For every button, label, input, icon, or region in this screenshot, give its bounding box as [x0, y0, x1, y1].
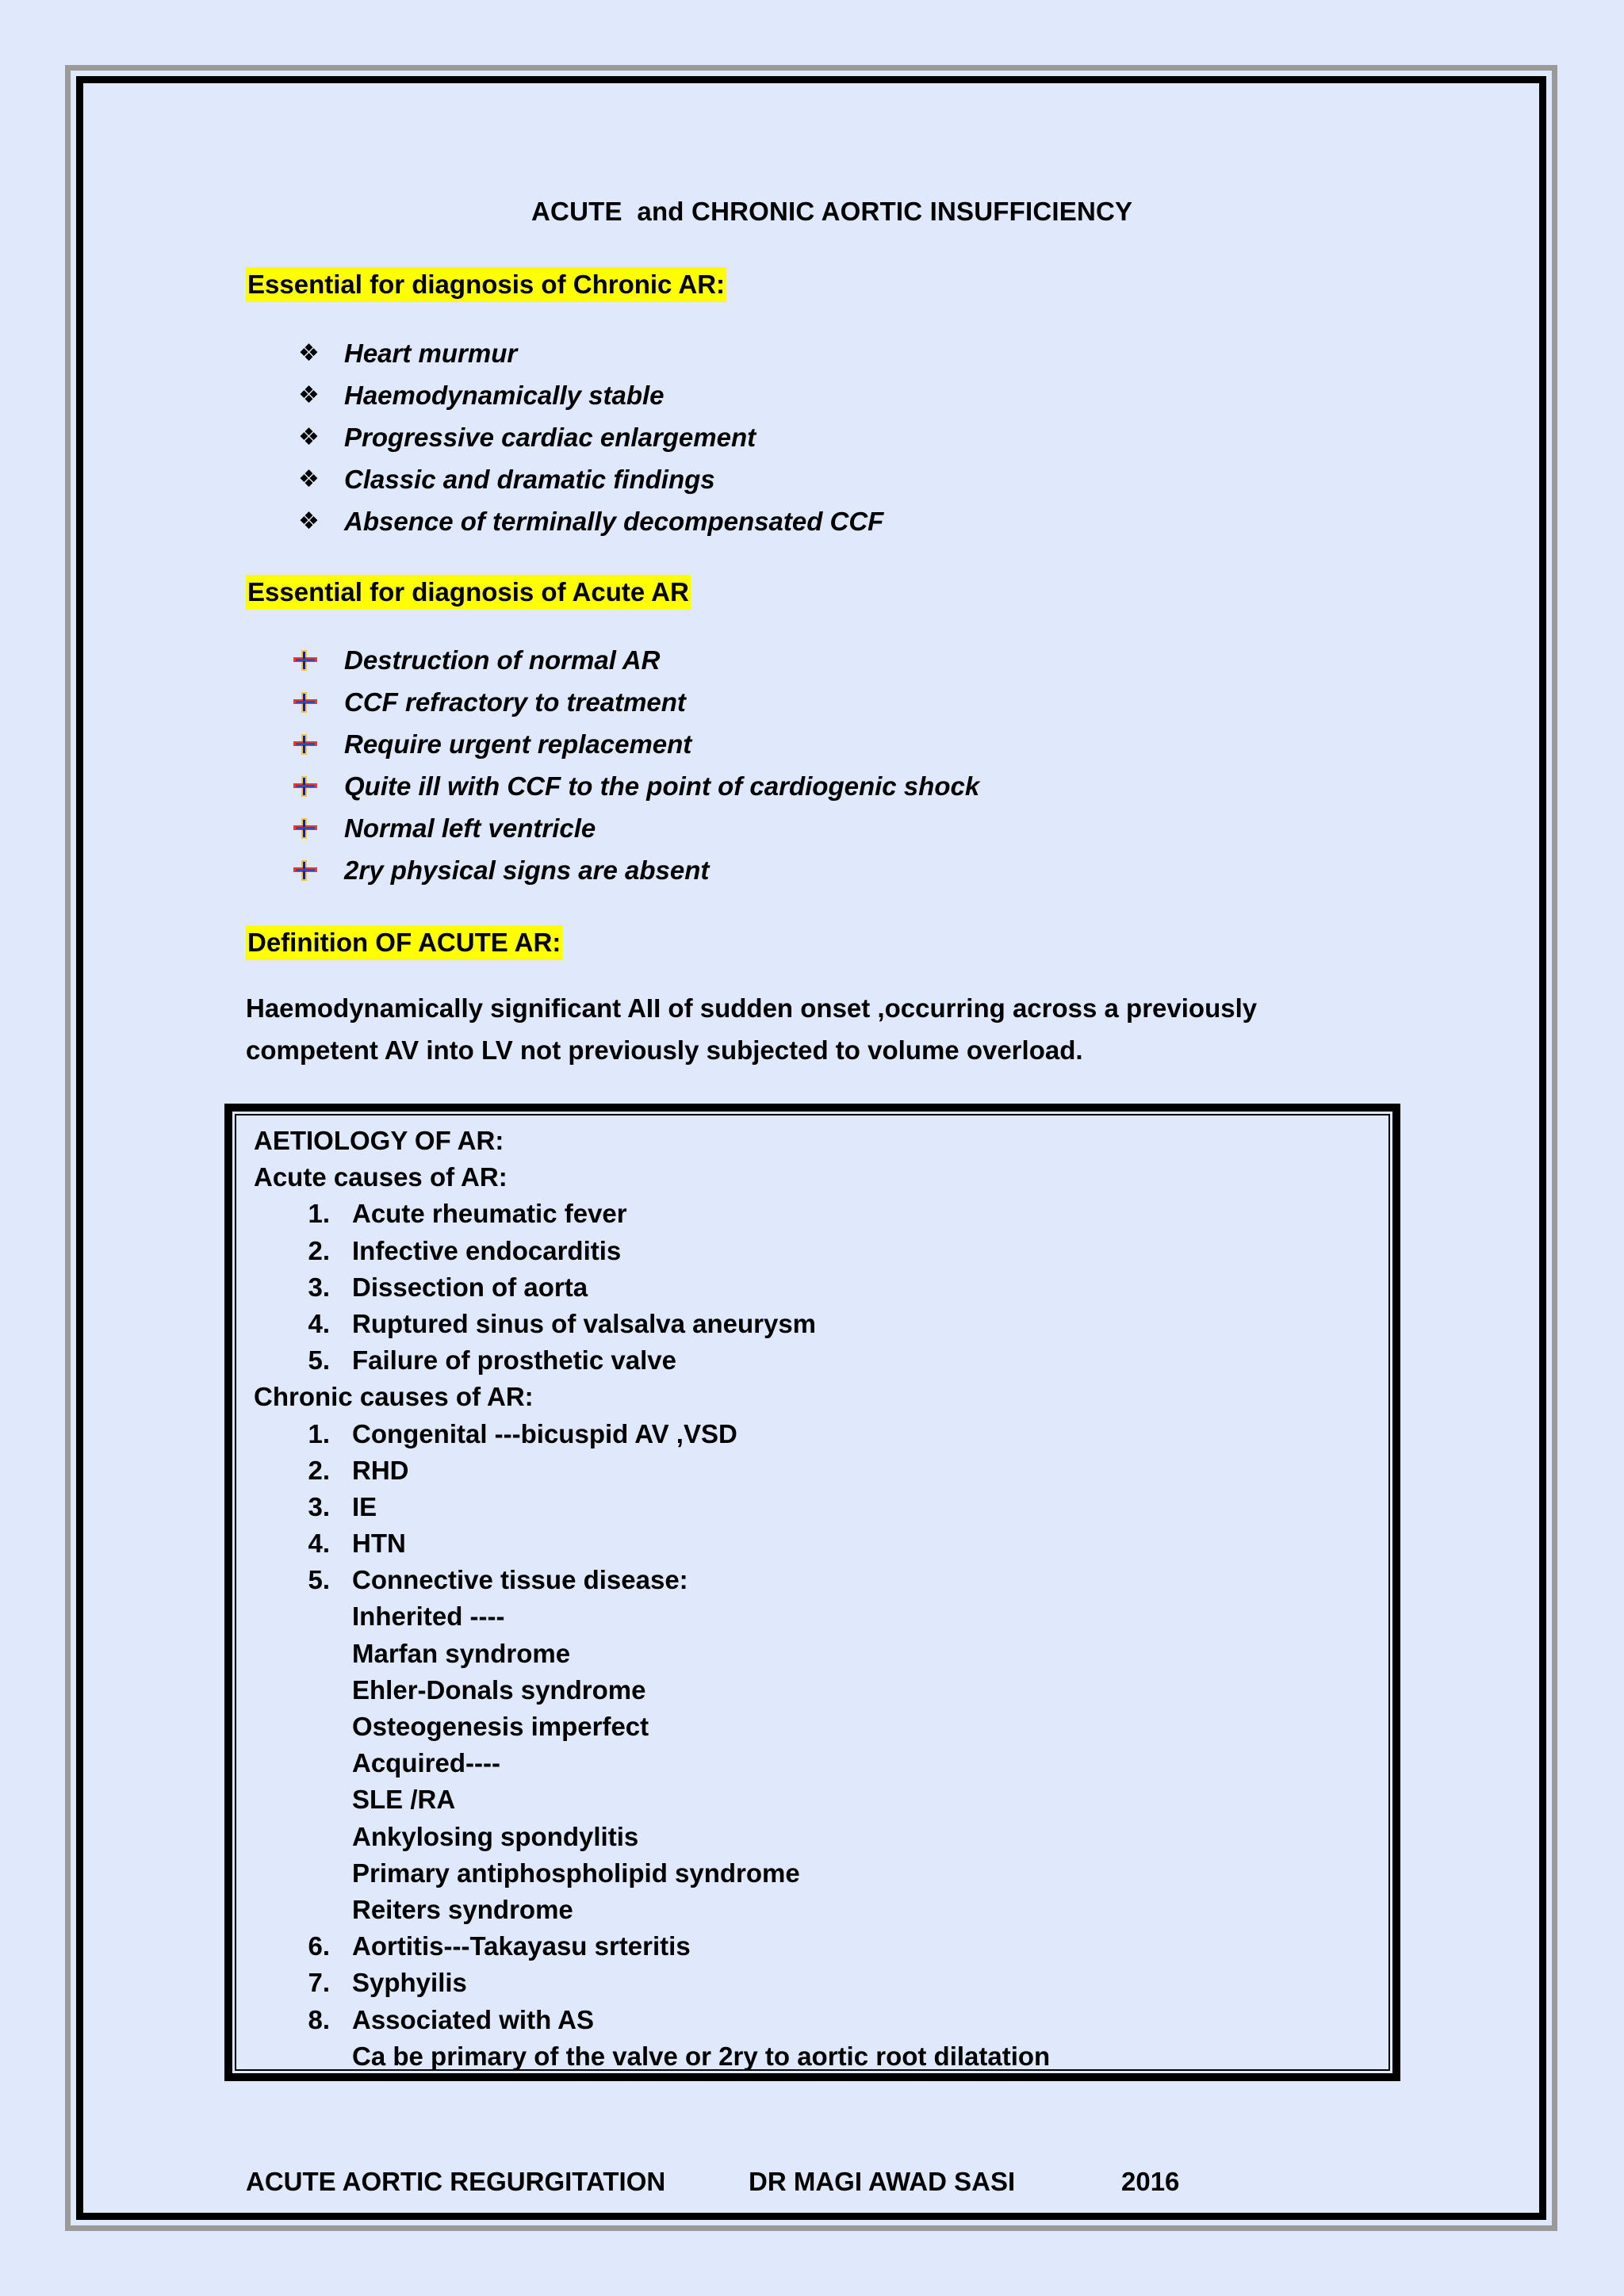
cause-item: [254, 1416, 737, 1452]
cause-item: [254, 1562, 688, 1598]
cause-text: Congenital ---bicuspid AV ,VSD: [352, 1418, 737, 1448]
cause-number: 4.: [308, 1308, 330, 1338]
cause-item: [254, 1306, 817, 1342]
aetiology-heading: AETIOLOGY OF AR:: [254, 1126, 504, 1155]
cause-number: 5.: [308, 1565, 330, 1595]
cause-text: RHD: [352, 1455, 409, 1485]
cross-bullet-icon: [293, 650, 317, 671]
chronic-criteria-item: [293, 500, 883, 542]
cause-item: [254, 1965, 534, 2001]
criteria-text: Progressive cardiac enlargement: [344, 423, 756, 452]
cause-text: Primary antiphospholipid syndrome: [352, 1858, 800, 1888]
cause-item: [254, 1452, 534, 1489]
page-title: ACUTE and CHRONIC AORTIC INSUFFICIENCY: [531, 197, 1133, 226]
criteria-text: Heart murmur: [344, 339, 518, 368]
cause-text: Dissection of aorta: [352, 1272, 588, 1302]
cause-text: Ruptured sinus of valsalva aneurysm: [352, 1308, 817, 1338]
cause-item: [254, 1598, 534, 1635]
cause-text: SLE /RA: [352, 1785, 456, 1815]
criteria-text: Absence of terminally decompensated CCF: [344, 507, 884, 536]
cause-text: Associated with AS: [352, 2004, 595, 2034]
diamond-bullet-icon: ❖: [298, 339, 320, 367]
cause-text: IE: [352, 1491, 377, 1521]
diamond-bullet-icon: ❖: [298, 423, 320, 451]
criteria-text: Destruction of normal AR: [344, 645, 661, 675]
footer-year: 2016: [1121, 2167, 1180, 2196]
cause-text: Osteogenesis imperfect: [352, 1712, 649, 1741]
aetiology-box: [224, 1104, 1400, 2081]
cause-item: [254, 1196, 627, 1232]
cause-text: Aortitis---Takayasu srteritis: [352, 1931, 691, 1961]
footer-author: DR MAGI AWAD SASI: [749, 2167, 1016, 2196]
cause-item: [254, 1819, 639, 1855]
cause-text: Acquired----: [352, 1748, 500, 1778]
criteria-text: Require urgent replacement: [344, 729, 692, 759]
cause-text: Ehler-Donals syndrome: [352, 1674, 646, 1705]
cause-item: [254, 1636, 571, 1672]
acute-causes-heading: Acute causes of AR:: [254, 1162, 508, 1192]
acute-causes-list: [254, 1196, 817, 1379]
diamond-bullet-icon: ❖: [298, 381, 320, 409]
chronic-criteria-item: [293, 332, 883, 374]
acute-criteria-item: [293, 849, 979, 891]
cause-text: Failure of prosthetic valve: [352, 1345, 676, 1376]
cause-text: Inherited ----: [352, 1601, 505, 1632]
cause-item: [254, 1233, 622, 1269]
chronic-heading: Essential for diagnosis of Chronic AR:: [246, 267, 726, 302]
cause-number: 4.: [308, 1529, 330, 1559]
cause-item: [254, 1928, 691, 1965]
footer-title: ACUTE AORTIC REGURGITATION: [246, 2167, 666, 2196]
cause-item: [254, 1672, 646, 1709]
cross-bullet-icon: [293, 734, 317, 755]
chronic-criteria-item: [293, 458, 883, 500]
cause-number: 3.: [308, 1272, 330, 1302]
cause-number: 7.: [308, 1968, 330, 1998]
criteria-text: Normal left ventricle: [344, 813, 596, 843]
acute-criteria-item: [293, 765, 979, 807]
cause-number: 2.: [308, 1235, 330, 1265]
cause-number: 1.: [308, 1199, 330, 1229]
cause-item: [254, 1781, 534, 1818]
definition-text: Haemodynamically significant AII of sudden onset ,occurring across a previously competent AV into LV not previously subjected to volume overload.: [246, 993, 1258, 1065]
cause-item: [254, 1745, 534, 1781]
chronic-criteria-item: [293, 374, 883, 416]
chronic-criteria-item: [293, 416, 883, 458]
cause-text: Infective endocarditis: [352, 1235, 622, 1265]
cause-number: 6.: [308, 1931, 330, 1961]
acute-criteria-item: [293, 681, 979, 723]
cause-text: Syphyilis: [352, 1968, 467, 1998]
criteria-text: Classic and dramatic findings: [344, 465, 715, 494]
cause-item: [254, 1342, 676, 1379]
cause-text: Acute rheumatic fever: [352, 1199, 627, 1229]
chronic-causes-heading: Chronic causes of AR:: [254, 1382, 534, 1412]
acute-heading: Essential for diagnosis of Acute AR: [246, 575, 691, 610]
definition-heading: Definition OF ACUTE AR:: [246, 925, 562, 960]
acute-criteria-list: [293, 639, 979, 891]
cause-item: [254, 1855, 800, 1892]
acute-criteria-item: [293, 639, 979, 681]
cross-bullet-icon: [293, 818, 317, 839]
criteria-text: Quite ill with CCF to the point of cardiogenic shock: [344, 771, 980, 801]
cause-text: Reiters syndrome: [352, 1894, 573, 1924]
cause-item: [254, 1489, 534, 1525]
cause-item: [254, 2002, 595, 2038]
cause-number: 1.: [308, 1418, 330, 1448]
acute-criteria-item: [293, 807, 979, 849]
criteria-text: CCF refractory to treatment: [344, 687, 686, 717]
cross-bullet-icon: [293, 860, 317, 881]
chronic-causes-list: [254, 1416, 1051, 2075]
cause-number: 2.: [308, 1455, 330, 1485]
cause-text: HTN: [352, 1529, 406, 1559]
cause-number: 5.: [308, 1345, 330, 1376]
acute-criteria-item: [293, 723, 979, 765]
diamond-bullet-icon: ❖: [298, 507, 320, 535]
cause-item: [254, 1709, 649, 1745]
diamond-bullet-icon: ❖: [298, 465, 320, 493]
cause-number: 8.: [308, 2004, 330, 2034]
cause-item: [254, 2038, 1051, 2075]
cause-item: [254, 1269, 588, 1306]
cause-text: Ca be primary of the valve or 2ry to aortic root dilatation: [352, 2041, 1051, 2071]
cause-text: Marfan syndrome: [352, 1638, 571, 1668]
cause-item: [254, 1525, 534, 1562]
aetiology-content: [254, 1123, 1051, 2075]
cause-text: Connective tissue disease:: [352, 1565, 688, 1595]
cause-number: 3.: [308, 1491, 330, 1521]
chronic-criteria-list: [293, 332, 883, 542]
cross-bullet-icon: [293, 776, 317, 797]
cause-item: [254, 1892, 573, 1928]
cross-bullet-icon: [293, 692, 317, 713]
cause-text: Ankylosing spondylitis: [352, 1821, 639, 1851]
criteria-text: 2ry physical signs are absent: [344, 855, 710, 885]
criteria-text: Haemodynamically stable: [344, 381, 665, 410]
